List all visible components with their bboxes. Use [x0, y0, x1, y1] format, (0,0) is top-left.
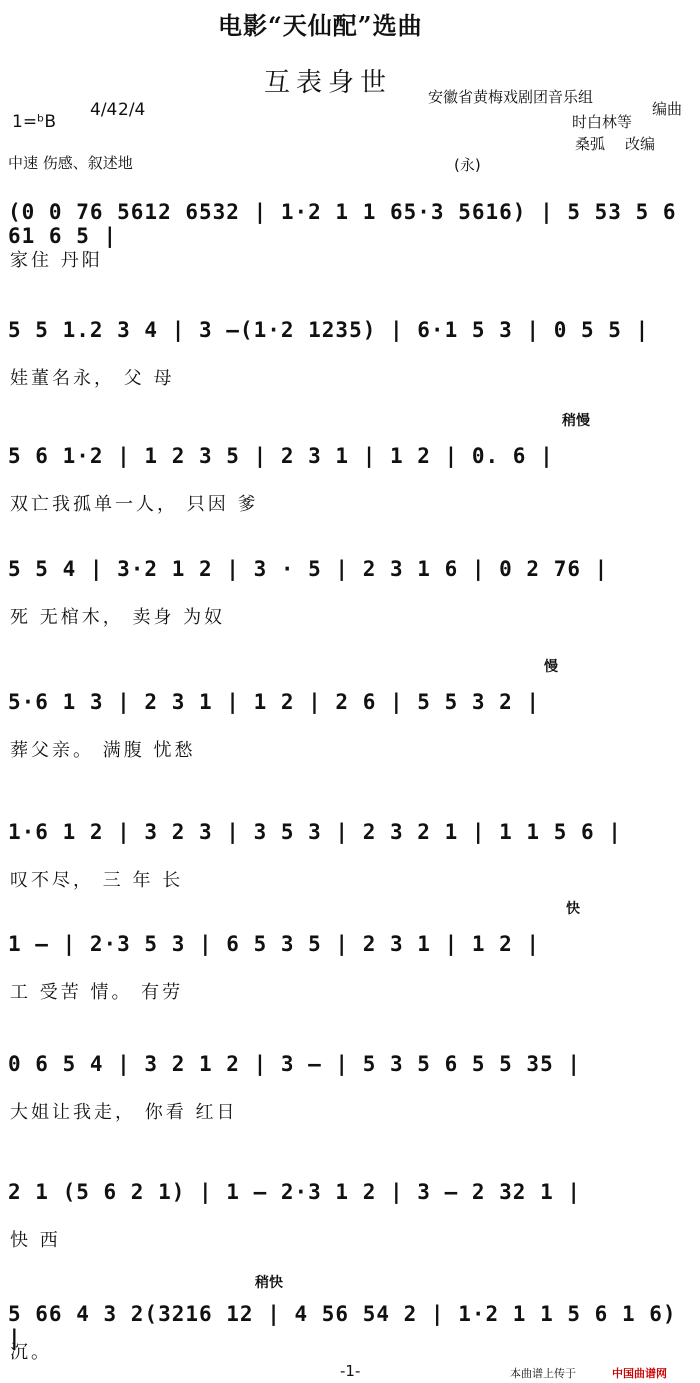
notation-line: 5 5 4 | 3·2 1 2 | 3 · 5 | 2 3 1 6 | 0 2 76 |: [8, 557, 609, 581]
notation-line: 2 1 (5 6 2 1) | 1 — 2·3 1 2 | 3 — 2 32 1 |: [8, 1180, 582, 1204]
composer-group: 安徽省黄梅戏剧团音乐组: [428, 88, 594, 106]
notation-line: 5·6 1 3 | 2 3 1 | 1 2 | 2 6 | 5 5 3 2 |: [8, 690, 541, 714]
tempo-change: 稍慢: [562, 413, 590, 429]
lyric-line: 葬父亲。 满腹 忧愁: [10, 740, 196, 761]
composer-role: 编曲: [652, 100, 683, 118]
upload-note: 本曲谱上传于: [510, 1367, 576, 1380]
lyric-line: 双亡我孤单一人， 只因 爹: [10, 494, 259, 515]
arranger-role: 改编: [625, 135, 656, 153]
tempo-change: 慢: [544, 659, 558, 675]
singer-label: (永): [454, 156, 481, 174]
page-number: -1-: [340, 1362, 361, 1380]
composer-names: 时白林等: [572, 113, 633, 131]
notation-line: 5 5 1.2 3 4 | 3 —(1·2 1235) | 6·1 5 3 | 0 5 5 |: [8, 318, 650, 342]
lyric-line: 大姐让我走， 你看 红日: [10, 1102, 238, 1123]
notation-line: 5 6 1·2 | 1 2 3 5 | 2 3 1 | 1 2 | 0. 6 |: [8, 444, 554, 468]
score-row: [0, 659, 700, 840]
site-logo: 中国曲谱网: [612, 1367, 667, 1380]
lyric-line: 工 受苦 情。 有劳: [10, 982, 184, 1003]
tempo-marking: 中速 伤感、叙述地: [8, 154, 133, 172]
lyric-line: 死 无棺木， 卖身 为奴: [10, 607, 226, 628]
song-subtitle: 互表身世: [264, 68, 393, 98]
score-row: [0, 1275, 700, 1363]
tempo-change: 稍快: [255, 1275, 283, 1291]
notation-line: 1 — | 2·3 5 3 | 6 5 3 5 | 2 3 1 | 1 2 |: [8, 932, 541, 956]
tempo-change: 快: [566, 901, 580, 917]
time-signature-2: 2/4: [118, 100, 146, 120]
notation-line: (0 0 76 5612 6532 | 1·2 1 1 65·3 5616) | 5 53 5 6 61 6 5 |: [8, 200, 677, 248]
song-title: 电影“天仙配”选曲: [218, 11, 423, 40]
notation-line: 1·6 1 2 | 3 2 3 | 3 5 3 | 2 3 2 1 | 1 1 5 6 |: [8, 820, 622, 844]
arranger-name: 桑弧: [575, 135, 606, 153]
key-signature: 1=ᵇB: [12, 112, 57, 132]
time-signature-1: 4/4: [90, 100, 118, 120]
score-row: [0, 557, 700, 707]
lyric-line: 家住 丹阳: [10, 250, 103, 271]
lyric-line: 快 西: [10, 1230, 61, 1251]
lyric-line: 娃董名永， 父 母: [10, 368, 175, 389]
lyric-line: 叹不尽， 三 年 长: [10, 870, 184, 891]
notation-line: 5 66 4 3 2(3216 12 | 4 56 54 2 | 1·2 1 1 5 6 1 6) |: [8, 1302, 677, 1350]
lyric-line: 沉。: [10, 1342, 52, 1363]
notation-line: 0 6 5 4 | 3 2 1 2 | 3 — | 5 3 5 6 5 5 35 |: [8, 1052, 582, 1076]
